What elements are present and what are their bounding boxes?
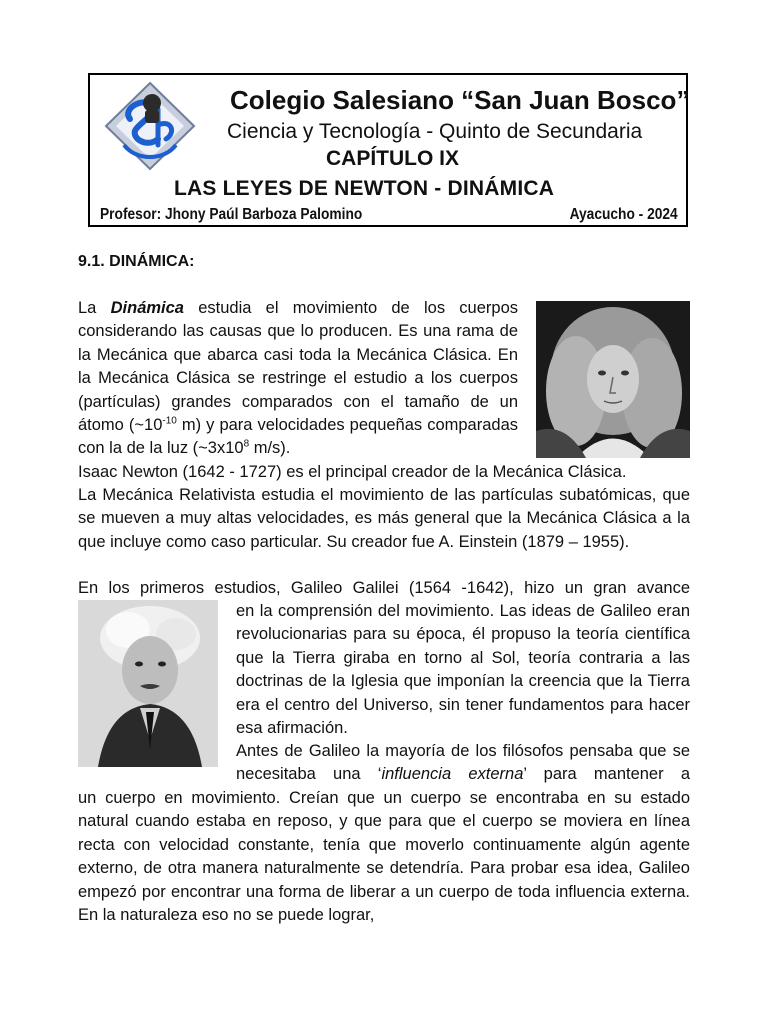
p5a-start: Antes de Galileo la mayoría de los filósofos pensaba que se necesitaba una ‘ [236, 742, 690, 784]
header-box [88, 73, 688, 227]
newton-portrait-icon [536, 301, 690, 458]
chapter-title: CAPÍTULO IX [326, 147, 460, 170]
paragraph-galileo-start: En los primeros estudios, Galileo Galilei (1564 -1642), hizo un gran avance [78, 579, 690, 597]
paragraph-galileo: en la comprensión del movimiento. Las ideas de Galileo eran revolucionarias para su época, él propuso la teoría científica que la Tierra giraba en torno al Sol, teoría contraria a las doctrinas de la Iglesia que imponían la creencia que la Tierra era el centro del Universo, sin tener fundamentos para hacer esa afirmación. [236, 602, 690, 738]
paragraph-relativista: La Mecánica Relativista estudia el movimiento de las partículas subatómicas, que se mueven a muy altas velocidades, es más general que la Mecánica Clásica a la que incluye como caso particular. Su creador fue A. Einstein (1879 – 1955). [78, 486, 690, 551]
p5a-end: ’ para mantener a [523, 765, 690, 784]
paragraph-filosofos-start [236, 740, 690, 787]
einstein-portrait-icon [78, 600, 218, 767]
paragraph-newton: Isaac Newton (1642 - 1727) es el principal creador de la Mecánica Clásica. [78, 463, 627, 481]
school-name: Colegio Salesiano “San Juan Bosco” [230, 85, 690, 115]
p1-text-b: m) y para velocidades pequeñas comparadas con la de la luz (~3x10 [78, 416, 518, 458]
subject-line: Ciencia y Tecnología - Quinto de Secundaria [227, 120, 643, 143]
paragraph-filosofos: un cuerpo en movimiento. Creían que un cuerpo se encontraba en su estado natural cuando estaba en reposo, y que para que el cuerpo se moviera en línea recta con velocidad constante, tenía que moverlo continuamente algún agente externo, de otra manera naturalmente se detendría. Para probar esa idea, Galileo empezó por encontrar una forma de liberar a un cuerpo de toda influencia externa. En la naturaleza eso no se puede lograr, [78, 789, 690, 925]
paragraph-dinamica [78, 297, 518, 461]
p1-term: Dinámica [110, 299, 184, 317]
topic-title: LAS LEYES DE NEWTON - DINÁMICA [174, 177, 555, 200]
p1-text-c: m/s). [249, 439, 291, 458]
p1-exp-atom: -10 [162, 415, 177, 427]
p1-text-a: estudia el movimiento de los cuerpos considerando las causas que lo producen. Es una rama de la Mecánica que abarca casi toda la Mecánica Clásica. En la Mecánica Clásica se restringe el estudio a los cuerpos (partículas) grandes comparados con el tamaño de un átomo (~10 [78, 299, 519, 435]
place-year: Ayacucho - 2024 [569, 206, 678, 223]
p1-intro: La [78, 299, 111, 317]
p1-exp-light: 8 [243, 438, 250, 450]
section-title: 9.1. DINÁMICA: [78, 253, 195, 270]
teacher-name: Profesor: Jhony Paúl Barboza Palomino [100, 206, 363, 223]
salesian-school-logo-icon [102, 79, 198, 173]
p5a-italic: influencia externa [381, 765, 524, 784]
